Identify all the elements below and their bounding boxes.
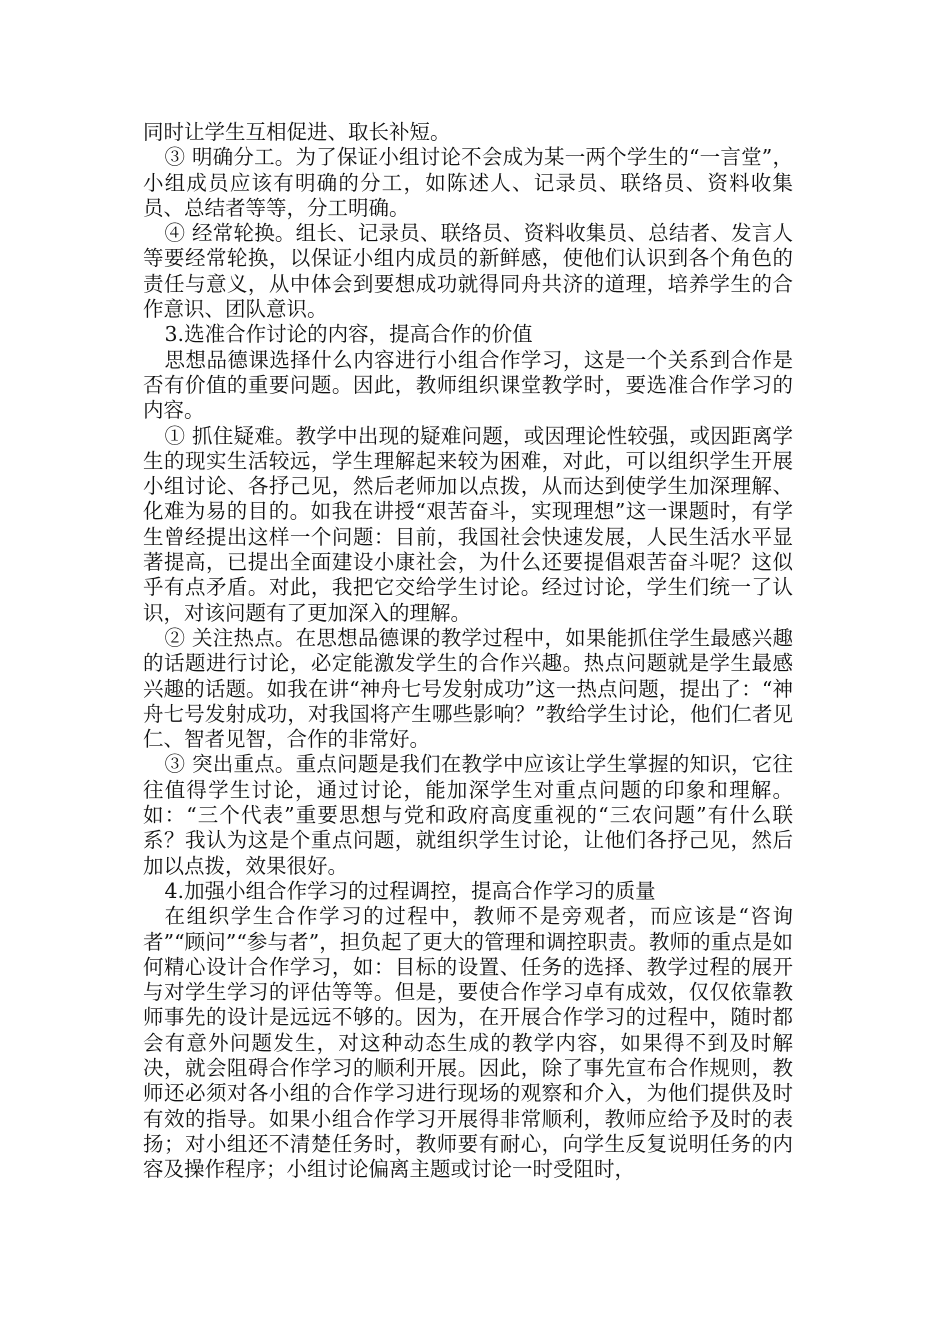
paragraph-continuation: 同时让学生互相促进、取长补短。 bbox=[143, 120, 451, 144]
paragraph-hot-topics: ② 关注热点。在思想品德课的教学过程中，如果能抓住学生最感兴趣的话题进行讨论，必定能激发学生的合作兴趣。热点问题就是学生最感兴趣的话题。如我在讲“神舟七号发射成功”这一热点问题，提出了：“神舟七号发射成功，对我国将产生哪些影响？”教给学生讨论，他们仁者见仁、智者见智，合作的非常好。 bbox=[143, 625, 793, 752]
paragraph-key-points: ③ 突出重点。重点问题是我们在教学中应该让学生掌握的知识，它往往值得学生讨论，通过讨论，能加深学生对重点问题的印象和理解。如：“三个代表”重要思想与党和政府高度重视的“三农问题”有什么联系？我认为这是个重点问题，就组织学生讨论，让他们各抒己见，然后加以点拨，效果很好。 bbox=[143, 752, 793, 878]
paragraph-process-control: 在组织学生合作学习的过程中，教师不是旁观者，而应该是“咨询者”“顾问”“参与者”，担负起了更大的管理和调控职责。教师的重点是如何精心设计合作学习，如：目标的设置、任务的选择、教学过程的展开与对学生学习的评估等等。但是，要使合作学习卓有成效，仅仅依靠教师事先的设计是远远不够的。因为，在开展合作学习的过程中，随时都会有意外问题发生，对这种动态生成的教学内容，如果得不到及时解决，就会阻碍合作学习的顺利开展。因此，除了事先宣布合作规则，教师还必须对各小组的合作学习进行现场的观察和介入，为他们提供及时有效的指导。如果小组合作学习开展得非常顺利，教师应给予及时的表扬；对小组还不清楚任务时，教师要有耐心，向学生反复说明任务的内容及操作程序；小组讨论偏离主题或讨论一时受阻时， bbox=[143, 904, 793, 1182]
paragraph-rotation: ④ 经常轮换。组长、记录员、联络员、资料收集员、总结者、发言人等要经常轮换，以保证小组内成员的新鲜感，使他们认识到各个角色的责任与意义，从中体会到要想成功就得同舟共济的道理，培养学生的合作意识、团队意识。 bbox=[143, 221, 793, 322]
paragraph-division-of-labor: ③ 明确分工。为了保证小组讨论不会成为某一两个学生的“一言堂”，小组成员应该有明确的分工，如陈述人、记录员、联络员、资料收集员、总结者等等，分工明确。 bbox=[143, 145, 793, 220]
document-page bbox=[143, 120, 793, 1182]
section-heading-4: 4.加强小组合作学习的过程调控，提高合作学习的质量 bbox=[164, 878, 656, 903]
paragraph-difficulties: ① 抓住疑难。教学中出现的疑难问题，或因理论性较强，或因距离学生的现实生活较远，学生理解起来较为困难，对此，可以组织学生开展小组讨论、各抒己见，然后老师加以点拨，从而达到使学生加深理解、化难为易的目的。如我在讲授“艰苦奋斗，实现理想”这一课题时，有学生曾经提出这样一个问题：目前，我国社会快速发展，人民生活水平显著提高，已提出全面建设小康社会，为什么还要提倡艰苦奋斗呢？这似乎有点矛盾。对此，我把它交给学生讨论。经过讨论，学生们统一了认识，对该问题有了更加深入的理解。 bbox=[143, 423, 793, 625]
paragraph-content-intro: 思想品德课选择什么内容进行小组合作学习，这是一个关系到合作是否有价值的重要问题。因此，教师组织课堂教学时，要选准合作学习的内容。 bbox=[143, 347, 793, 423]
section-heading-3: 3.选准合作讨论的内容，提高合作的价值 bbox=[164, 322, 533, 347]
